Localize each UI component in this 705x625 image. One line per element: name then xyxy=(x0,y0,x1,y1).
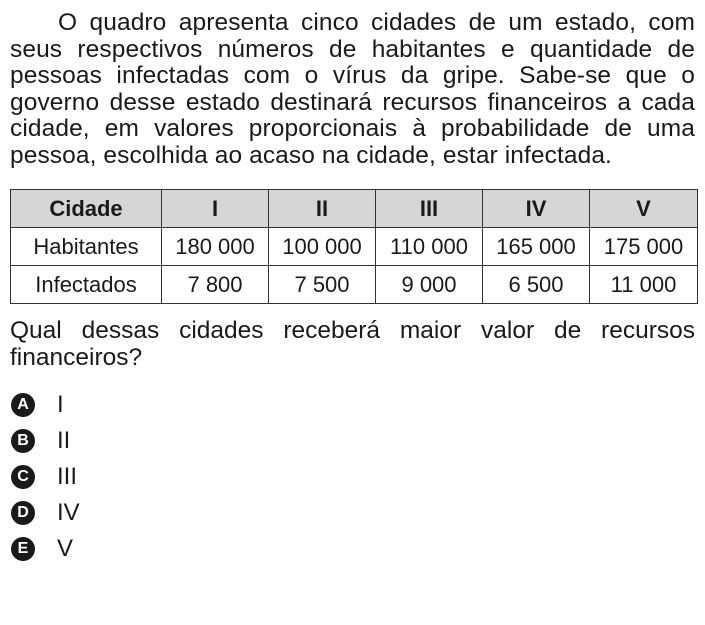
table-cell: 175 000 xyxy=(590,228,698,266)
header-cell-iv: IV xyxy=(483,190,590,228)
table-cell: 7 800 xyxy=(162,266,269,304)
option-a[interactable] xyxy=(10,387,695,423)
table-cell: 110 000 xyxy=(376,228,483,266)
option-b-text: II xyxy=(57,427,71,454)
header-cell-ii: II xyxy=(269,190,376,228)
option-b[interactable] xyxy=(10,423,695,459)
option-a-text: I xyxy=(57,391,64,418)
option-e-letter-icon: E xyxy=(11,537,35,561)
table-cell: 180 000 xyxy=(162,228,269,266)
problem-statement: O quadro apresenta cinco cidades de um estado, com seus respectivos números de habitantes e quantidade de pessoas infectadas com o vírus da gripe. Sabe-se que o governo desse estado destinará recursos financeiros a cada cidade, em valores proporcionais à probabilidade de uma pessoa, escolhida ao acaso na cidade, estar infectada. xyxy=(10,9,695,169)
table-cell: 6 500 xyxy=(483,266,590,304)
question-text: Qual dessas cidades receberá maior valor de recursos financeiros? xyxy=(10,317,695,371)
table-row-habitantes xyxy=(11,228,698,266)
table-cell: 11 000 xyxy=(590,266,698,304)
option-c-text: III xyxy=(57,463,78,490)
table-cell: 165 000 xyxy=(483,228,590,266)
option-b-letter-icon: B xyxy=(11,429,35,453)
option-a-letter-icon: A xyxy=(11,393,35,417)
option-e[interactable] xyxy=(10,531,695,567)
header-cell-iii: III xyxy=(376,190,483,228)
table-cell: 7 500 xyxy=(269,266,376,304)
option-c-letter-icon: C xyxy=(11,465,35,489)
option-d-letter-icon: D xyxy=(11,501,35,525)
header-cell-cidade: Cidade xyxy=(11,190,162,228)
table-cell: 100 000 xyxy=(269,228,376,266)
table-header-row xyxy=(11,190,698,228)
option-d-text: IV xyxy=(57,499,80,526)
option-d[interactable] xyxy=(10,495,695,531)
data-table xyxy=(10,189,698,304)
table-cell: 9 000 xyxy=(376,266,483,304)
table-row-infectados xyxy=(11,266,698,304)
header-cell-v: V xyxy=(590,190,698,228)
option-e-text: V xyxy=(57,535,74,562)
option-c[interactable] xyxy=(10,459,695,495)
table-cell: Infectados xyxy=(11,266,162,304)
data-table-wrapper xyxy=(10,189,695,304)
header-cell-i: I xyxy=(162,190,269,228)
answer-options xyxy=(10,387,695,567)
table-cell: Habitantes xyxy=(11,228,162,266)
